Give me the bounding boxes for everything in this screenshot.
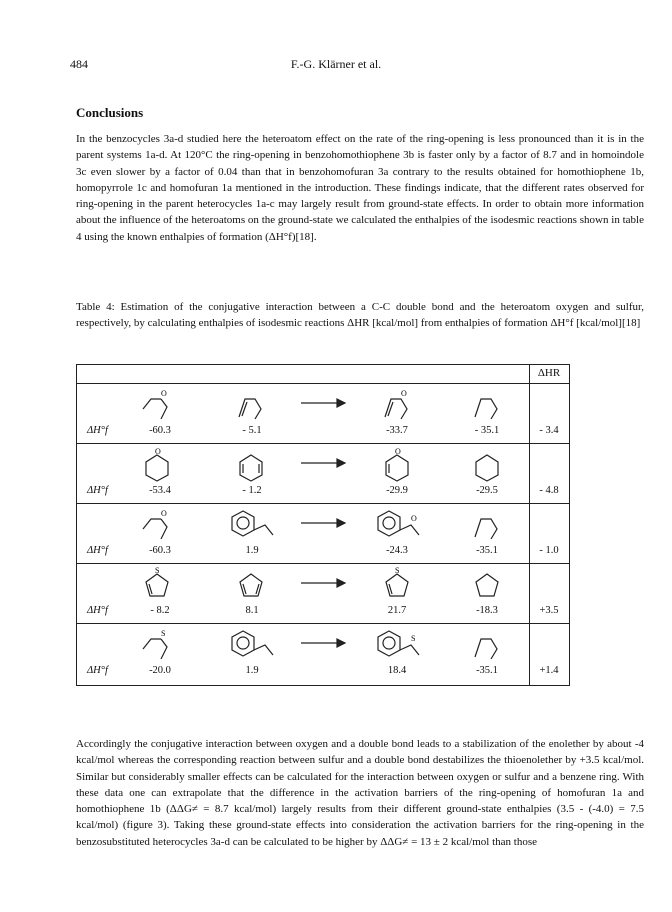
allyl-ether-structure (137, 507, 177, 547)
svg-text:S: S (155, 566, 160, 575)
dihydrothiophene-structure (377, 565, 417, 605)
section-title: Conclusions (76, 105, 144, 120)
svg-text:S: S (161, 629, 166, 638)
cyclopentene-structure (467, 565, 507, 605)
row-label: ΔH°f (87, 665, 108, 676)
dhr-value: - 3.4 (539, 425, 559, 436)
table-row-divider (77, 443, 569, 444)
reaction-arrow (297, 573, 347, 593)
cell-value: 8.1 (245, 605, 259, 616)
pentene-structure (467, 507, 507, 547)
butadiene-structure (231, 387, 271, 427)
cyclohexene-structure (467, 447, 507, 487)
dihydropyran-structure (377, 447, 417, 487)
reaction-arrow (297, 393, 347, 413)
svg-text:O: O (155, 447, 161, 456)
cell-value: -24.3 (386, 545, 408, 556)
running-header-author: F.-G. Klärner et al. (290, 57, 382, 71)
pentene-structure (467, 627, 507, 667)
reaction-arrow (297, 633, 347, 653)
allyl-ether-structure (137, 387, 177, 427)
paragraph-intro: In the benzocycles 3a-d studied here the heteroatom effect on the rate of the ring-opening is less pronounced than it is in the parent systems 1a-d. At 120°C the ring-opening in benzohomothiophene 3b is faster only by a factor of 8.7 and in homoindole 3c even slower by a factor of 0.04 than that in benzohomofuran 3a contrary to the results obtained for homothiophene 1b, homopyrrole 1c and homofuran 1a mentioned in the introduction. These findings indicate, that the different rates observed for ring-opening in the parent heterocycles 1a-c may largely result from ground-state effects. In order to obtain more information about the influence of the heteroatoms on the ground-state we calculated the enthalpies of the isodesmic reactions shown in table 4 using the known enthalpies of formation (ΔH°f)[18]. (76, 133, 644, 243)
row-label: ΔH°f (87, 605, 108, 616)
svg-text:S: S (411, 634, 416, 643)
vinyl-ether-structure (377, 387, 417, 427)
svg-text:S: S (395, 566, 400, 575)
table-row-divider (77, 563, 569, 564)
table-row-divider (77, 623, 569, 624)
page-number: 484 (70, 57, 88, 71)
dhr-value: +3.5 (539, 605, 559, 616)
table-caption: Table 4: Estimation of the conjugative interaction between a C-C double bond and the heteroatom oxygen and sulfur, respectively, by calculating enthalpies of isodesmic reactions ΔHR [kcal/mol] from enthalpies of formation ΔH°f [kcal/mol][18] (76, 301, 644, 330)
cell-value: -35.1 (476, 665, 498, 676)
svg-text:O: O (395, 447, 401, 456)
dihydropyran-structure (137, 447, 177, 487)
row-label: ΔH°f (87, 485, 108, 496)
pentene-structure (467, 387, 507, 427)
thioanisole-structure (373, 625, 433, 669)
cell-value: 21.7 (387, 605, 407, 616)
paragraph-discussion: Accordingly the conjugative interaction between oxygen and a double bond leads to a stabilization of the enolether by about -4 kcal/mol whereas the corresponding reaction between sulfur and a double bond destabilizes the thioenolether by +3.5 kcal/mol. Similar but considerably smaller effects can be calculated for the interaction between oxygen or sulfur and a benzene ring. With these data one can extrapolate that the difference in the activation barriers of the ring-opening of homofuran 1a and homothiophene 1b (ΔΔG≠ = 8.7 kcal/mol) largely results from their different ground-state enthalpies (3.5 - (-4.0) = 7.5 kcal/mol) (figure 3). Taking these ground-state effects into consideration the activation barriers for the ring-opening in the benzosubstituted heterocycles 3a-d can be calculated to be higher by ΔΔG≠ = 13 ± 2 kcal/mol than those (76, 738, 644, 848)
cell-value: - 35.1 (474, 425, 500, 436)
reaction-arrow (297, 453, 347, 473)
anisole-structure (373, 505, 433, 549)
cell-value: -60.3 (149, 425, 171, 436)
cell-value: -33.7 (386, 425, 408, 436)
dhr-value: +1.4 (539, 665, 559, 676)
styrene-structure (227, 505, 283, 549)
allyl-sulfide-structure (137, 627, 177, 667)
table-row-divider (77, 503, 569, 504)
svg-text:O: O (161, 509, 167, 518)
cell-value: -53.4 (149, 485, 171, 496)
cell-value: - 5.1 (242, 425, 262, 436)
cyclohexadiene-structure (231, 447, 271, 487)
dihydrothiophene-structure (137, 565, 177, 605)
cell-value: - 8.2 (150, 605, 170, 616)
svg-text:O: O (411, 514, 417, 523)
row-label: ΔH°f (87, 425, 108, 436)
row-label: ΔH°f (87, 545, 108, 556)
cell-value: 1.9 (245, 545, 259, 556)
cell-value: -18.3 (476, 605, 498, 616)
table-header-dhr: ΔHR (537, 367, 561, 379)
cell-value: - 1.2 (242, 485, 262, 496)
svg-text:O: O (161, 389, 167, 398)
cell-value: 1.9 (245, 665, 259, 676)
table-header-rule (77, 383, 569, 384)
styrene-structure (227, 625, 283, 669)
cell-value: -20.0 (149, 665, 171, 676)
svg-text:O: O (401, 389, 407, 398)
cell-value: -29.9 (386, 485, 408, 496)
isodesmic-table (76, 364, 570, 686)
cell-value: -35.1 (476, 545, 498, 556)
cell-value: -29.5 (476, 485, 498, 496)
dhr-value: - 1.0 (539, 545, 559, 556)
dhr-value: - 4.8 (539, 485, 559, 496)
cell-value: -60.3 (149, 545, 171, 556)
table-column-divider (529, 365, 530, 685)
cell-value: 18.4 (387, 665, 407, 676)
reaction-arrow (297, 513, 347, 533)
cyclopentadiene-structure (231, 565, 271, 605)
